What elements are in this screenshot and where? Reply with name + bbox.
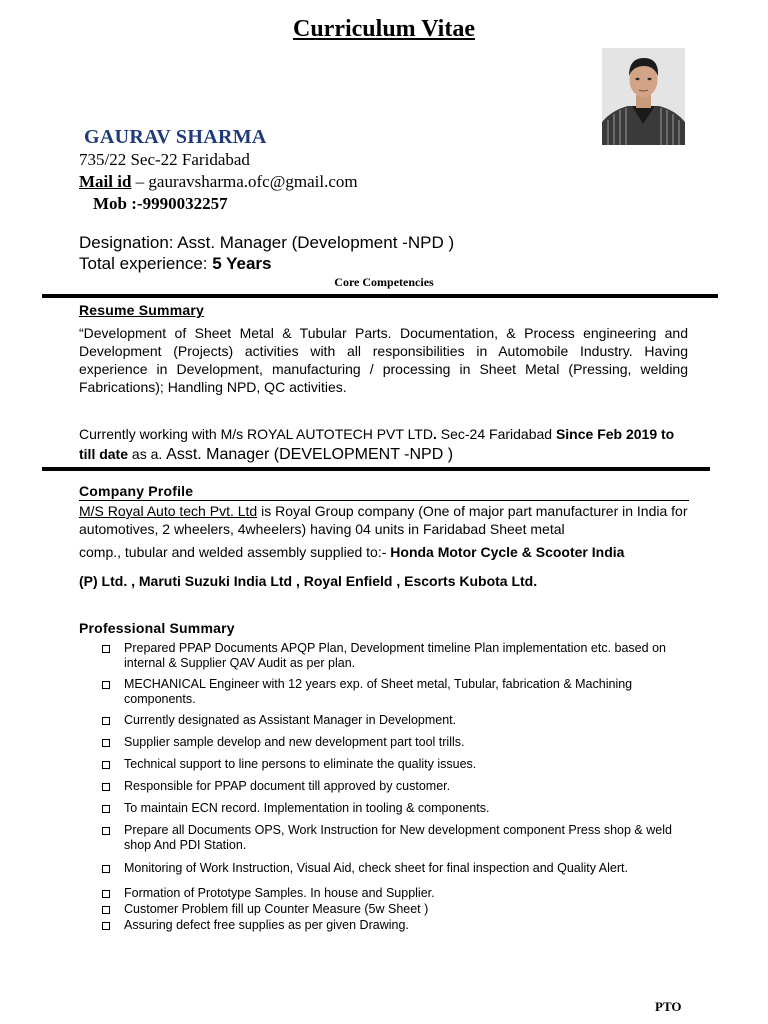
professional-summary-heading: Professional Summary (79, 620, 235, 636)
professional-summary-list (102, 641, 692, 933)
page-turn-over: PTO (655, 999, 682, 1014)
list-item: Prepared PPAP Documents APQP Plan, Development timeline Plan implementation etc. based on internal & Supplier QAV Audit as per plan. (102, 641, 692, 671)
resume-summary-paragraph: “Development of Sheet Metal & Tubular Parts. Documentation, & Process engineering and Development (Projects) activities with all responsibilities in Automobile Industry. Having experience in Development, manufacturing / processing in Sheet Metal (Pressing, welding Fabrications); Handling NPD, QC activities. (79, 325, 688, 395)
total-experience (79, 254, 272, 274)
list-item: Assuring defect free supplies as per given Drawing. (102, 918, 692, 933)
list-item: Prepare all Documents OPS, Work Instruction for New development component Press shop & weld shop And PDI Station. (102, 823, 692, 853)
section-divider (42, 294, 718, 298)
list-item: Currently designated as Assistant Manager in Development. (102, 713, 692, 728)
list-item: Formation of Prototype Samples. In house and Supplier. (102, 886, 692, 901)
designation: Designation: Asst. Manager (Development -NPD ) (79, 233, 455, 252)
list-item: Monitoring of Work Instruction, Visual Aid, check sheet for final inspection and Quality Alert. (102, 861, 692, 876)
section-divider (42, 467, 710, 471)
company-profile-text (79, 502, 688, 538)
client-honda: Honda Motor Cycle & Scooter India (390, 544, 625, 560)
list-item: Customer Problem fill up Counter Measure (5w Sheet ) (102, 902, 692, 917)
core-competencies-heading: Core Competencies (334, 275, 434, 289)
current-location: Sec-24 Faridabad (440, 426, 556, 442)
list-item: Responsible for PPAP document till approved by customer. (102, 779, 692, 794)
current-as: as a. (128, 446, 167, 462)
company-profile-heading: Company Profile (79, 483, 194, 499)
checkbox-bullet-icon (102, 805, 110, 813)
current-employment (79, 424, 688, 465)
list-item: Technical support to line persons to eliminate the quality issues. (102, 757, 692, 772)
company-clients-line (79, 544, 699, 560)
resume-summary-heading: Resume Summary (79, 302, 204, 318)
experience-value: 5 Years (212, 254, 272, 273)
checkbox-bullet-icon (102, 645, 110, 653)
profile-photo (602, 48, 685, 145)
company-clients-list: (P) Ltd. , Maruti Suzuki India Ltd , Royal Enfield , Escorts Kubota Ltd. (79, 573, 538, 589)
email-line (79, 172, 358, 192)
current-role: Asst. Manager (DEVELOPMENT -NPD ) (166, 446, 454, 463)
checkbox-bullet-icon (102, 717, 110, 725)
document-title: Curriculum Vitae (293, 16, 475, 42)
company-name: M/S Royal Auto tech Pvt. Ltd (79, 503, 258, 519)
checkbox-bullet-icon (102, 890, 110, 898)
person-photo-icon (602, 48, 685, 145)
checkbox-bullet-icon (102, 681, 110, 689)
checkbox-bullet-icon (102, 922, 110, 930)
address: 735/22 Sec-22 Faridabad (79, 150, 250, 169)
company-description: is Royal Group company (One of major part manufacturer in India for automotives, 2 wheelers, 4wheelers) having 04 units in Faridabad Sheet metal (79, 503, 688, 537)
current-separator: . (432, 426, 441, 442)
checkbox-bullet-icon (102, 783, 110, 791)
checkbox-bullet-icon (102, 865, 110, 873)
email-value: – gauravsharma.ofc@gmail.com (131, 172, 358, 191)
list-item: MECHANICAL Engineer with 12 years exp. of Sheet metal, Tubular, fabrication & Machining components. (102, 677, 692, 707)
checkbox-bullet-icon (102, 739, 110, 747)
list-item: Supplier sample develop and new development part tool trills. (102, 735, 692, 750)
mobile-number: Mob :-9990032257 (93, 194, 228, 213)
checkbox-bullet-icon (102, 827, 110, 835)
current-tenure: Since Feb 2019 to till date (79, 426, 675, 462)
email-label: Mail id (79, 172, 132, 191)
list-item: To maintain ECN record. Implementation in tooling & components. (102, 801, 692, 816)
candidate-name: GAURAV SHARMA (84, 126, 267, 148)
experience-label: Total experience: (79, 254, 213, 273)
checkbox-bullet-icon (102, 906, 110, 914)
checkbox-bullet-icon (102, 761, 110, 769)
heading-underline (79, 500, 689, 501)
current-employer: Currently working with M/s ROYAL AUTOTECH PVT LTD (79, 426, 433, 442)
clients-intro: comp., tubular and welded assembly supplied to:- (79, 544, 391, 560)
